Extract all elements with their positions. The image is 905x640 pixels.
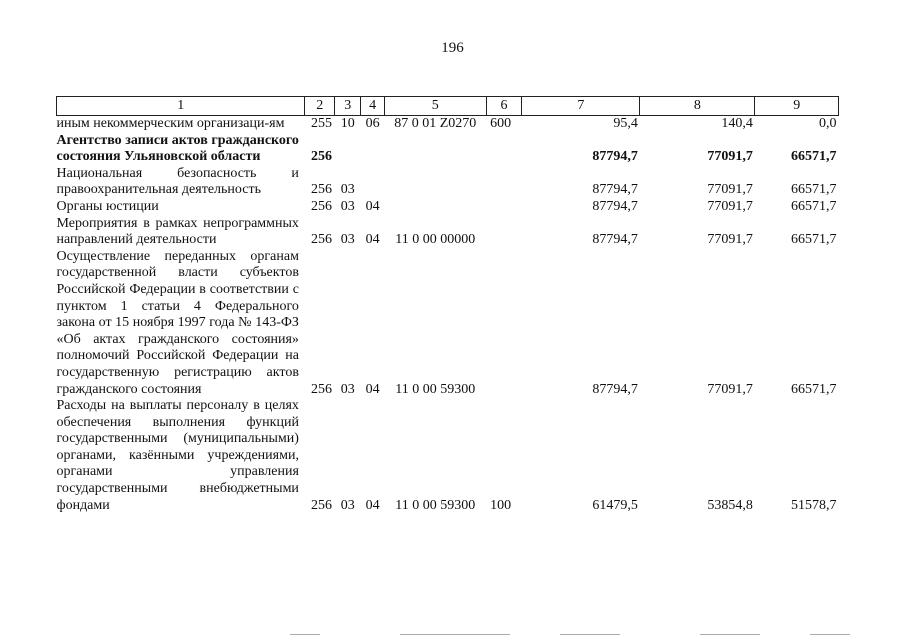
cell-value-3: 51578,7 [791, 497, 837, 513]
cell-value-2: 77091,7 [707, 182, 753, 198]
header-col-2: 2 [305, 97, 335, 116]
cell-subsection: 04 [365, 232, 380, 248]
cell-value-2: 77091,7 [707, 149, 753, 165]
cell-subsection: 04 [365, 497, 380, 513]
cell-expense-type [486, 166, 522, 199]
cell-value-3: 66571,7 [791, 232, 837, 248]
cell-section [334, 133, 360, 166]
cell-expense-type [486, 249, 522, 398]
cell-target-article [384, 199, 486, 216]
table-row [57, 199, 839, 216]
cell-value-3: 66571,7 [791, 182, 837, 198]
cell-value-2: 140,4 [721, 116, 753, 131]
cell-name: Органы юстиции [56, 198, 159, 214]
cell-expense-type [486, 199, 522, 216]
cell-value-1: 95,4 [613, 116, 638, 131]
cell-name: иным некоммерческим организаци-ям [56, 116, 285, 131]
cell-name: Осуществление переданных органам государственной власти субъектов Российской Федерации в соответствии с пунктом 1 статьи 4 Федерального закона от 15 ноября 1997 года № 143-ФЗ «Об актах гражданского состояния» полномочий Российской Федерации на государственную регистрацию актов гражданского состояния [56, 248, 299, 397]
table-row [57, 133, 839, 166]
page-number: 196 [441, 40, 464, 56]
header-col-7: 7 [522, 97, 640, 116]
cell-value-1: 87794,7 [592, 198, 638, 214]
table-row [57, 249, 839, 398]
cell-expense-type [486, 133, 522, 166]
cell-subsection: 04 [365, 198, 380, 214]
cell-section: 03 [340, 232, 355, 248]
cell-target-article [384, 133, 486, 166]
header-row [57, 97, 839, 116]
cell-section: 03 [340, 182, 355, 198]
cell-administrator: 256 [310, 182, 332, 198]
table-row [57, 116, 839, 133]
cell-administrator: 256 [310, 497, 332, 513]
cell-expense-type [486, 216, 522, 249]
cell-value-2: 77091,7 [707, 381, 753, 397]
cell-subsection: 06 [365, 116, 380, 131]
cell-target-article [384, 166, 486, 199]
table-row [57, 216, 839, 249]
cell-value-1: 87794,7 [592, 182, 638, 198]
cell-administrator: 256 [310, 198, 332, 214]
cell-target-article: 11 0 00 59300 [395, 497, 476, 513]
header-col-5: 5 [384, 97, 486, 116]
cell-subsection [361, 166, 384, 199]
cell-administrator: 256 [310, 381, 332, 397]
cell-subsection: 04 [365, 381, 380, 397]
cell-value-3: 66571,7 [791, 198, 837, 214]
cell-section: 03 [340, 497, 355, 513]
header-col-9: 9 [755, 97, 839, 116]
cell-administrator: 255 [310, 116, 332, 131]
cell-name: Мероприятия в рамках непрограммных направлений деятельности [56, 215, 299, 248]
cell-value-1: 61479,5 [592, 497, 638, 513]
cell-subsection [361, 133, 384, 166]
cell-expense-type: 600 [490, 116, 512, 131]
cell-target-article: 87 0 01 Z0270 [394, 116, 477, 131]
cell-name: Агентство записи актов гражданского состояния Ульяновской области [56, 132, 299, 165]
cell-administrator: 256 [310, 149, 332, 165]
cell-value-3: 66571,7 [791, 149, 837, 165]
table-body [57, 116, 839, 515]
header-col-1: 1 [57, 97, 305, 116]
cell-value-2: 77091,7 [707, 232, 753, 248]
cell-value-3: 0,0 [819, 116, 837, 131]
cell-value-1: 87794,7 [592, 381, 638, 397]
table-row [57, 398, 839, 514]
cell-name: Национальная безопасность и правоохранительная деятельность [56, 165, 299, 198]
cell-value-2: 77091,7 [707, 198, 753, 214]
cell-target-article: 11 0 00 59300 [395, 381, 476, 397]
table-header [57, 97, 839, 116]
cell-section: 03 [340, 198, 355, 214]
cell-expense-type: 100 [490, 497, 512, 513]
cell-administrator: 256 [310, 232, 332, 248]
cell-value-3: 66571,7 [791, 381, 837, 397]
header-col-8: 8 [640, 97, 755, 116]
cell-section: 10 [340, 116, 355, 131]
header-col-3: 3 [334, 97, 360, 116]
cell-name: Расходы на выплаты персоналу в целях обеспечения выполнения функций государственными (муниципальными) органами, казёнными учреждениями, органами управления государственными внебюджетными фондами [56, 398, 299, 513]
header-col-6: 6 [486, 97, 522, 116]
cell-value-2: 53854,8 [707, 497, 753, 513]
cell-value-1: 87794,7 [592, 232, 638, 248]
cell-value-1: 87794,7 [592, 149, 638, 165]
scan-noise [0, 630, 905, 640]
budget-table [56, 96, 839, 514]
cell-section: 03 [340, 381, 355, 397]
header-col-4: 4 [361, 97, 384, 116]
cell-target-article: 11 0 00 00000 [395, 232, 476, 248]
table-row [57, 166, 839, 199]
